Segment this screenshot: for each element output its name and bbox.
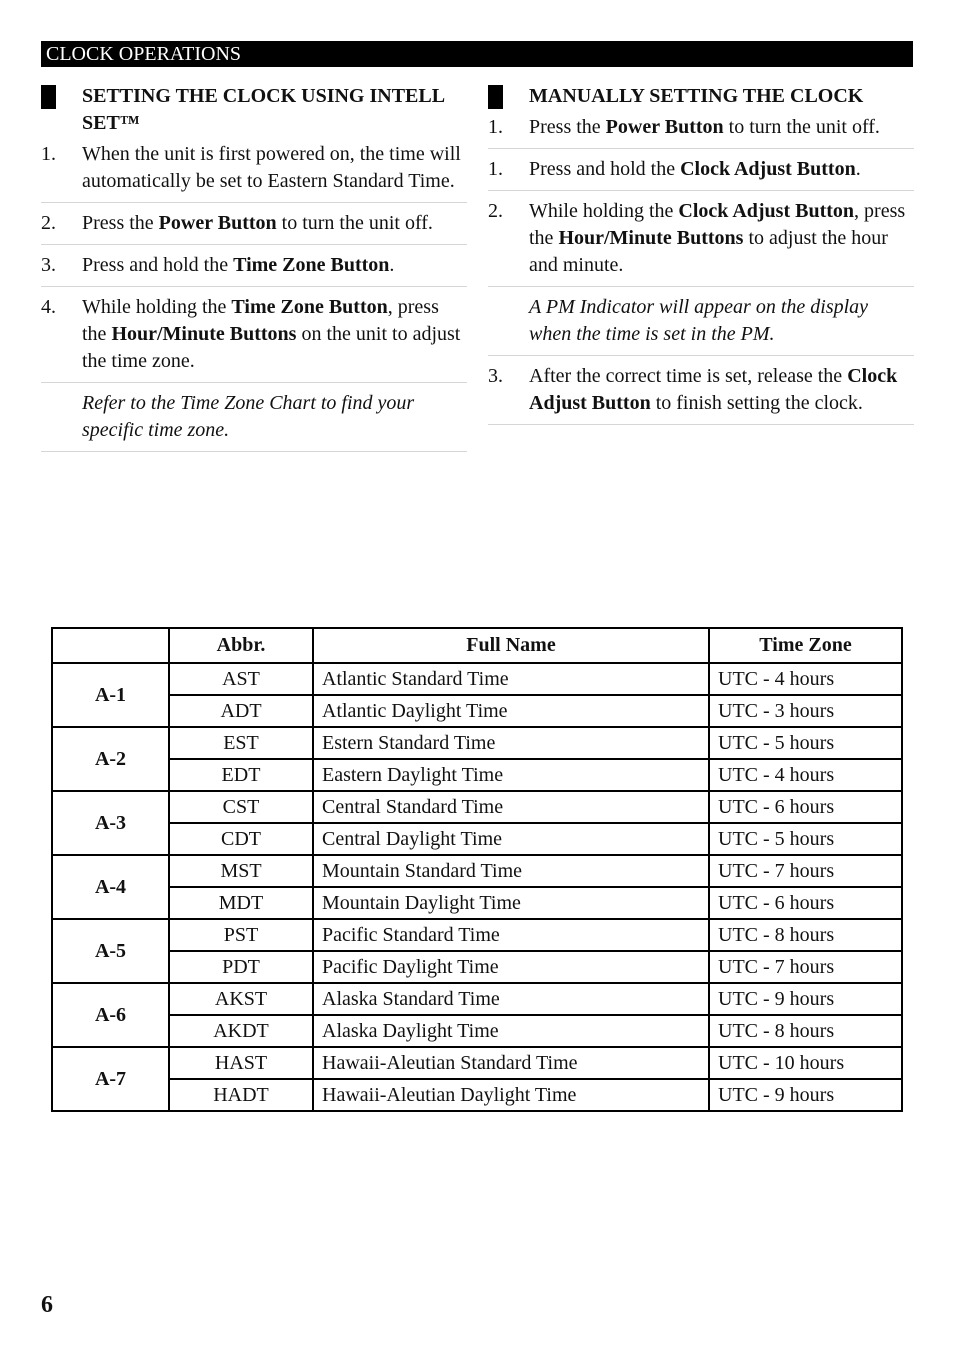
abbr-cell: PDT (169, 951, 313, 983)
time-zone-cell: UTC - 6 hours (709, 791, 902, 823)
step-number: 1. (488, 116, 503, 138)
table-row (52, 695, 902, 727)
abbr-cell: HAST (169, 1047, 313, 1079)
step-list (488, 114, 914, 425)
button-name: Hour/Minute Buttons (558, 227, 744, 249)
step-number: 4. (41, 296, 56, 318)
step-text: Press the (529, 116, 606, 138)
step-text: While holding the (82, 296, 232, 318)
heading-marker (41, 85, 56, 109)
abbr-cell: AKDT (169, 1015, 313, 1047)
step-number: 1. (41, 143, 56, 165)
time-zone-cell: UTC - 6 hours (709, 887, 902, 919)
time-zone-cell: UTC - 8 hours (709, 919, 902, 951)
time-zone-cell: UTC - 9 hours (709, 1079, 902, 1111)
full-name-cell: Hawaii-Aleutian Daylight Time (313, 1079, 709, 1111)
heading-text: MANUALLY SETTING THE CLOCK (529, 85, 864, 107)
abbr-cell: PST (169, 919, 313, 951)
zone-code: A-5 (52, 919, 169, 983)
step-text: A PM Indicator will appear on the display when the time is set in the PM. (529, 296, 869, 345)
instruction-step (488, 363, 914, 425)
table-header-row (52, 628, 902, 663)
column-header: Abbr. (169, 628, 313, 663)
time-zone-cell: UTC - 10 hours (709, 1047, 902, 1079)
full-name-cell: Central Daylight Time (313, 823, 709, 855)
instruction-step (488, 114, 914, 149)
full-name-cell: Mountain Standard Time (313, 855, 709, 887)
full-name-cell: Pacific Daylight Time (313, 951, 709, 983)
note-text (41, 390, 467, 452)
manual-set-section (488, 83, 914, 432)
table-row (52, 791, 902, 823)
step-text: to turn the unit off. (723, 116, 880, 138)
full-name-cell: Atlantic Daylight Time (313, 695, 709, 727)
step-text: Refer to the Time Zone Chart to find your specific time zone. (82, 392, 415, 441)
heading-text: SETTING THE CLOCK USING INTELL SET™ (82, 85, 444, 134)
step-text: . (855, 158, 861, 180)
abbr-cell: CST (169, 791, 313, 823)
full-name-cell: Alaska Daylight Time (313, 1015, 709, 1047)
table-row (52, 983, 902, 1015)
full-name-cell: Central Standard Time (313, 791, 709, 823)
time-zone-cell: UTC - 4 hours (709, 759, 902, 791)
button-name: Time Zone Button (233, 254, 390, 276)
table-row (52, 1015, 902, 1047)
step-text: Press and hold the (82, 254, 234, 276)
instruction-step (41, 252, 467, 287)
heading-marker (488, 85, 503, 109)
time-zone-table (51, 627, 903, 1112)
instruction-step (41, 294, 467, 383)
button-name: Power Button (158, 212, 277, 234)
abbr-cell: CDT (169, 823, 313, 855)
column-header (52, 628, 169, 663)
abbr-cell: AST (169, 663, 313, 695)
step-list (41, 141, 467, 452)
zone-code: A-4 (52, 855, 169, 919)
step-text: , press the (82, 296, 439, 345)
full-name-cell: Mountain Daylight Time (313, 887, 709, 919)
section-heading (41, 83, 467, 137)
note-text (488, 294, 914, 356)
step-text: to adjust the hour and minute. (529, 227, 888, 276)
button-name: Clock Adjust Button (680, 158, 856, 180)
column-header: Full Name (313, 628, 709, 663)
table-row (52, 663, 902, 695)
table-row (52, 727, 902, 759)
table-row (52, 1047, 902, 1079)
instruction-step (41, 141, 467, 203)
step-text: While holding the (529, 200, 679, 222)
full-name-cell: Eastern Daylight Time (313, 759, 709, 791)
full-name-cell: Pacific Standard Time (313, 919, 709, 951)
zone-code: A-3 (52, 791, 169, 855)
step-text: After the correct time is set, release the (529, 365, 848, 387)
step-text: Press the (82, 212, 159, 234)
full-name-cell: Estern Standard Time (313, 727, 709, 759)
time-zone-cell: UTC - 5 hours (709, 823, 902, 855)
time-zone-cell: UTC - 5 hours (709, 727, 902, 759)
time-zone-cell: UTC - 9 hours (709, 983, 902, 1015)
zone-code: A-2 (52, 727, 169, 791)
step-number: 3. (41, 254, 56, 276)
button-name: Power Button (605, 116, 724, 138)
zone-code: A-7 (52, 1047, 169, 1111)
instruction-step (488, 198, 914, 287)
button-name: Clock Adjust Button (678, 200, 855, 222)
time-zone-cell: UTC - 7 hours (709, 951, 902, 983)
time-zone-cell: UTC - 4 hours (709, 663, 902, 695)
instruction-step (488, 156, 914, 191)
button-name: Hour/Minute Buttons (111, 323, 297, 345)
abbr-cell: AKST (169, 983, 313, 1015)
full-name-cell: Hawaii-Aleutian Standard Time (313, 1047, 709, 1079)
zone-code: A-6 (52, 983, 169, 1047)
step-text: to finish setting the clock. (650, 392, 863, 414)
full-name-cell: Atlantic Standard Time (313, 663, 709, 695)
step-text: on the unit to adjust the time zone. (82, 323, 461, 372)
step-text: , press the (529, 200, 906, 249)
section-title: CLOCK OPERATIONS (41, 41, 913, 67)
full-name-cell: Alaska Standard Time (313, 983, 709, 1015)
page-number: 6 (41, 1292, 53, 1318)
abbr-cell: HADT (169, 1079, 313, 1111)
time-zone-cell: UTC - 3 hours (709, 695, 902, 727)
abbr-cell: EDT (169, 759, 313, 791)
intell-set-section (41, 83, 467, 459)
zone-code: A-1 (52, 663, 169, 727)
step-number: 1. (488, 158, 503, 180)
abbr-cell: ADT (169, 695, 313, 727)
instruction-step (41, 210, 467, 245)
step-text: . (389, 254, 395, 276)
step-number: 2. (488, 200, 503, 222)
table-row (52, 951, 902, 983)
section-heading (488, 83, 914, 110)
step-number: 2. (41, 212, 56, 234)
table-row (52, 887, 902, 919)
step-number: 3. (488, 365, 503, 387)
step-text: Press and hold the (529, 158, 681, 180)
abbr-cell: EST (169, 727, 313, 759)
table-row (52, 855, 902, 887)
button-name: Time Zone Button (231, 296, 388, 318)
table-row (52, 759, 902, 791)
table-row (52, 823, 902, 855)
time-zone-cell: UTC - 8 hours (709, 1015, 902, 1047)
step-text: When the unit is first powered on, the time will automatically be set to Eastern Standard Time. (82, 143, 461, 192)
column-header: Time Zone (709, 628, 902, 663)
abbr-cell: MDT (169, 887, 313, 919)
step-text: to turn the unit off. (276, 212, 433, 234)
table-row (52, 1079, 902, 1111)
button-name: Clock Adjust Button (529, 365, 898, 414)
table-row (52, 919, 902, 951)
time-zone-cell: UTC - 7 hours (709, 855, 902, 887)
abbr-cell: MST (169, 855, 313, 887)
